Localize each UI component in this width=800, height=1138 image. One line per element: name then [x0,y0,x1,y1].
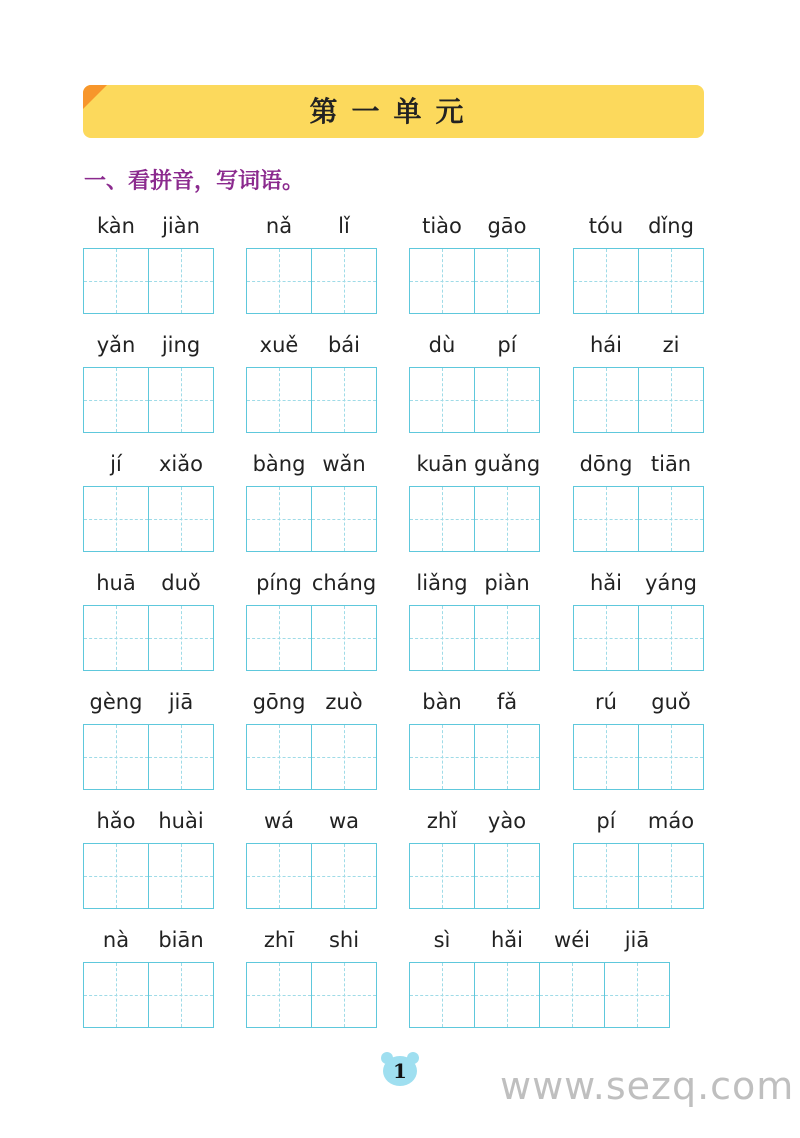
writing-box[interactable] [409,843,475,909]
pinyin-label: máo [647,809,695,833]
writing-box[interactable] [246,843,312,909]
writing-box[interactable] [246,367,312,433]
pinyin-label: hǎo [96,809,136,833]
writing-box[interactable] [638,486,704,552]
pinyin-label: zhǐ [426,809,458,833]
pinyin-label: gōng [252,690,306,714]
pinyin-label: huā [96,571,136,595]
pinyin-label: kuān [416,452,468,476]
watermark: www.sezq.com [500,1064,795,1108]
pinyin-label: yǎn [96,333,136,357]
pinyin-label: xiǎo [159,452,203,476]
writing-box[interactable] [311,724,377,790]
writing-box[interactable] [409,486,475,552]
pinyin-label: tiào [422,214,462,238]
pinyin-label: kàn [97,214,135,238]
pinyin-label: wá [263,809,295,833]
writing-box[interactable] [409,724,475,790]
pinyin-label: guǒ [651,690,691,714]
pinyin-label: huài [158,809,204,833]
writing-box[interactable] [83,843,149,909]
writing-box[interactable] [246,962,312,1028]
pinyin-label: jiàn [162,214,200,238]
pinyin-label: wéi [554,928,590,952]
pinyin-label: zhī [263,928,295,952]
writing-box[interactable] [246,486,312,552]
writing-box[interactable] [573,843,639,909]
writing-box[interactable] [638,248,704,314]
pinyin-label: nà [102,928,130,952]
writing-box[interactable] [311,248,377,314]
pinyin-label: zi [662,333,680,357]
pinyin-label: bàng [252,452,306,476]
pinyin-label: hǎi [589,571,622,595]
pinyin-label: nǎ [265,214,293,238]
pinyin-label: biān [158,928,204,952]
writing-box[interactable] [148,486,214,552]
writing-box[interactable] [409,962,475,1028]
writing-box[interactable] [638,367,704,433]
writing-box[interactable] [638,724,704,790]
writing-box[interactable] [573,605,639,671]
pinyin-label: píng [256,571,302,595]
pinyin-label: dōng [579,452,633,476]
writing-box[interactable] [311,843,377,909]
pinyin-label: zuò [325,690,363,714]
writing-box[interactable] [474,605,540,671]
writing-box[interactable] [573,486,639,552]
pinyin-label: guǎng [474,452,541,476]
writing-box[interactable] [474,843,540,909]
writing-box[interactable] [474,248,540,314]
writing-box[interactable] [409,248,475,314]
writing-box[interactable] [409,367,475,433]
writing-box[interactable] [83,724,149,790]
pinyin-label: gāo [487,214,527,238]
writing-box[interactable] [148,605,214,671]
pinyin-label: hǎi [490,928,523,952]
pinyin-label: pí [497,333,517,357]
writing-box[interactable] [474,962,540,1028]
writing-box[interactable] [148,843,214,909]
pinyin-label: lǐ [338,214,350,238]
writing-box[interactable] [311,367,377,433]
writing-box[interactable] [148,367,214,433]
writing-box[interactable] [246,605,312,671]
pinyin-label: dǐng [648,214,694,238]
pinyin-label: jiā [624,928,650,952]
writing-box[interactable] [409,605,475,671]
writing-box[interactable] [474,724,540,790]
writing-box[interactable] [83,962,149,1028]
pinyin-label: hái [589,333,622,357]
writing-box[interactable] [539,962,605,1028]
writing-box[interactable] [246,248,312,314]
writing-box[interactable] [474,486,540,552]
pinyin-label: tiān [650,452,692,476]
pinyin-label: jing [161,333,201,357]
writing-box[interactable] [638,605,704,671]
pinyin-label: gèng [89,690,143,714]
pinyin-label: wǎn [322,452,366,476]
pinyin-label: xuě [259,333,299,357]
writing-box[interactable] [573,367,639,433]
writing-box[interactable] [573,248,639,314]
writing-box[interactable] [311,605,377,671]
writing-box[interactable] [246,724,312,790]
writing-box[interactable] [311,486,377,552]
pinyin-label: yáng [645,571,697,595]
writing-box[interactable] [638,843,704,909]
writing-box[interactable] [83,367,149,433]
section-heading: 一、看拼音，写词语。 [84,169,305,194]
pinyin-label: bái [327,333,361,357]
pinyin-label: dù [428,333,456,357]
unit-banner [83,85,704,138]
writing-box[interactable] [83,248,149,314]
writing-box[interactable] [83,605,149,671]
pinyin-label: pí [596,809,616,833]
pinyin-label: jí [110,452,122,476]
pinyin-label: wa [328,809,360,833]
writing-box[interactable] [311,962,377,1028]
writing-box[interactable] [148,962,214,1028]
pinyin-label: bàn [422,690,462,714]
writing-box[interactable] [474,367,540,433]
pinyin-label: piàn [484,571,530,595]
pinyin-label: tóu [588,214,624,238]
pinyin-label: duǒ [161,571,201,595]
writing-box[interactable] [148,248,214,314]
pinyin-label: jiā [168,690,194,714]
unit-title: 第一单元 [309,95,478,128]
pinyin-label: cháng [311,571,377,595]
page-number: 1 [383,1056,417,1086]
pinyin-label: fǎ [496,690,518,714]
writing-box[interactable] [83,486,149,552]
writing-box[interactable] [573,724,639,790]
pinyin-label: yào [487,809,527,833]
pinyin-label: rú [595,690,617,714]
writing-box[interactable] [148,724,214,790]
pinyin-label: shi [328,928,360,952]
pinyin-label: liǎng [416,571,468,595]
page-number-badge [381,1052,419,1086]
writing-box[interactable] [604,962,670,1028]
pinyin-label: sì [433,928,451,952]
